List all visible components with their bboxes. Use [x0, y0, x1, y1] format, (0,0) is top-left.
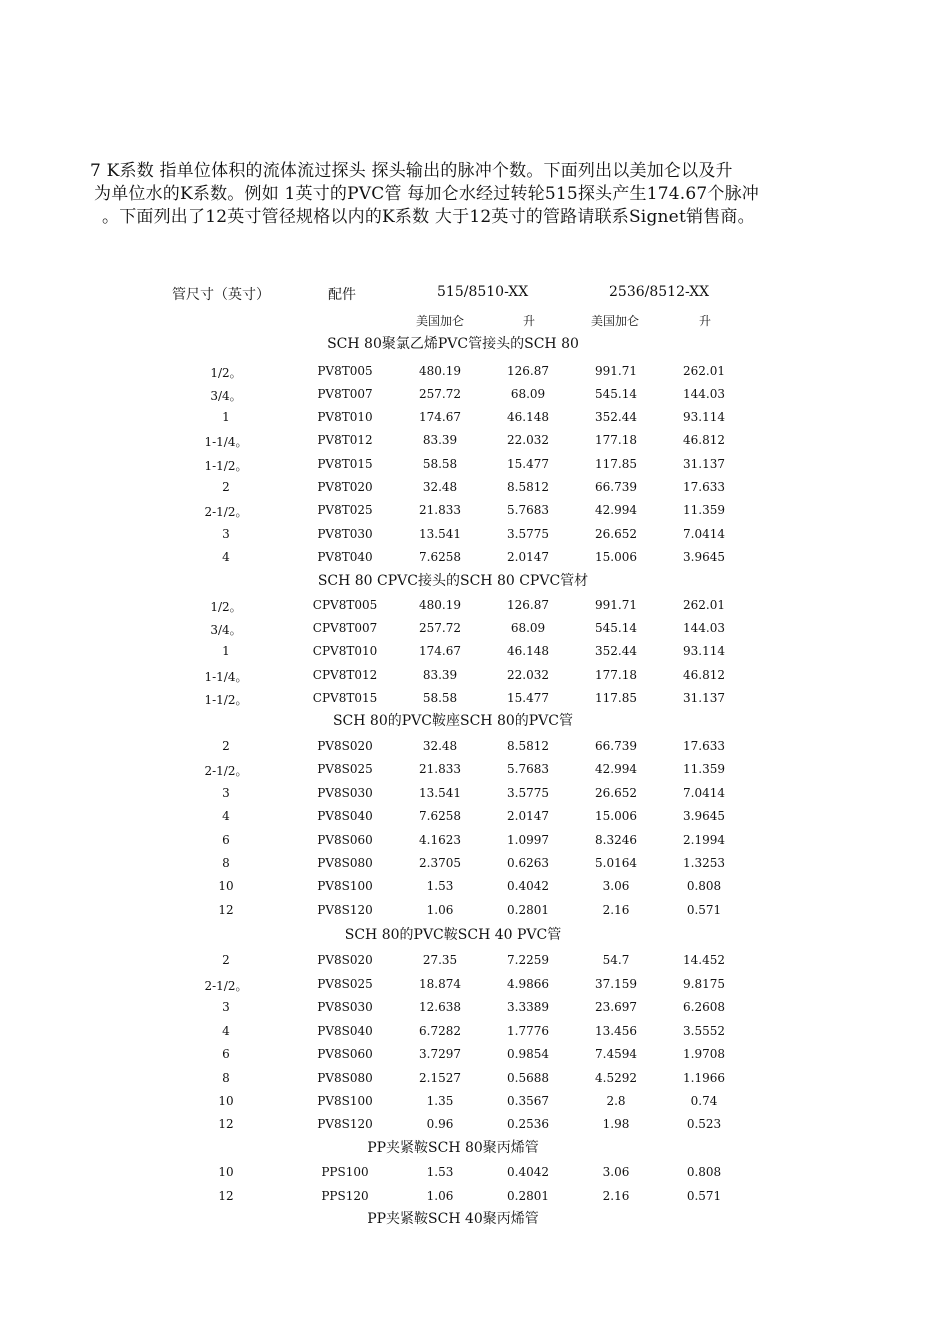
cell-pipe-size: 1-1/4。 [204, 670, 248, 684]
cell-fitting: PV8S040 [317, 1024, 373, 1038]
cell-515-gallon: 83.39 [422, 668, 458, 682]
cell-2536-gallon: 13.456 [595, 1024, 637, 1038]
cell-2536-liter: 1.3253 [683, 856, 725, 870]
cell-pipe-size: 3/4。 [210, 389, 242, 403]
cell-2536-gallon: 177.18 [595, 668, 637, 682]
cell-2536-liter: 0.808 [686, 879, 722, 893]
section-title: SCH 80聚氯乙烯PVC管接头的SCH 80 [327, 336, 579, 352]
cell-2536-gallon: 2.16 [602, 903, 630, 917]
cell-2536-liter: 46.812 [683, 433, 725, 447]
cell-pipe-size: 2-1/2。 [204, 505, 248, 519]
table-row [0, 503, 950, 519]
table-row [0, 879, 950, 895]
cell-2536-liter: 7.0414 [683, 527, 725, 541]
cell-515-gallon: 21.833 [419, 503, 461, 517]
table-row [0, 644, 950, 660]
cell-fitting: CPV8T010 [312, 644, 378, 658]
cell-515-liter: 126.87 [507, 598, 549, 612]
cell-fitting: PV8T010 [317, 410, 373, 424]
cell-pipe-size: 1 [222, 410, 230, 424]
table-row [0, 1117, 950, 1133]
cell-fitting: PV8S060 [317, 833, 373, 847]
cell-2536-liter: 144.03 [683, 621, 725, 635]
table-row [0, 953, 950, 969]
cell-fitting: PV8S020 [317, 953, 373, 967]
unit-liter-515: 升 [523, 314, 536, 328]
table-row [0, 833, 950, 849]
cell-515-liter: 5.7683 [507, 762, 549, 776]
cell-2536-gallon: 2.8 [606, 1094, 626, 1108]
table-row [0, 1165, 950, 1181]
cell-pipe-size: 1-1/4。 [204, 435, 248, 449]
cell-fitting: PV8S025 [317, 977, 373, 991]
cell-515-liter: 8.5812 [507, 480, 549, 494]
table-row [0, 527, 950, 543]
cell-2536-gallon: 15.006 [595, 550, 637, 564]
cell-515-liter: 8.5812 [507, 739, 549, 753]
cell-pipe-size: 1/2。 [210, 366, 242, 380]
cell-515-liter: 0.4042 [507, 879, 549, 893]
cell-515-gallon: 83.39 [422, 433, 458, 447]
cell-2536-liter: 31.137 [683, 691, 725, 705]
cell-515-liter: 2.0147 [507, 809, 549, 823]
cell-515-liter: 0.9854 [507, 1047, 549, 1061]
cell-2536-gallon: 117.85 [595, 691, 637, 705]
cell-515-gallon: 4.1623 [419, 833, 461, 847]
section-title: PP夹紧鞍SCH 40聚丙烯管 [367, 1211, 539, 1227]
cell-pipe-size: 4 [222, 1024, 230, 1038]
cell-fitting: PV8S120 [317, 903, 373, 917]
cell-515-gallon: 32.48 [422, 739, 458, 753]
cell-fitting: PV8S060 [317, 1047, 373, 1061]
cell-515-liter: 5.7683 [507, 503, 549, 517]
cell-2536-liter: 11.359 [683, 762, 725, 776]
cell-2536-gallon: 4.5292 [595, 1071, 637, 1085]
cell-2536-gallon: 352.44 [595, 410, 637, 424]
cell-515-liter: 0.3567 [507, 1094, 549, 1108]
cell-2536-gallon: 352.44 [595, 644, 637, 658]
cell-pipe-size: 8 [222, 1071, 230, 1085]
cell-2536-liter: 2.1994 [683, 833, 725, 847]
cell-2536-liter: 93.114 [683, 644, 725, 658]
cell-515-liter: 46.148 [507, 644, 549, 658]
cell-2536-gallon: 26.652 [595, 527, 637, 541]
table-row [0, 856, 950, 872]
cell-pipe-size: 3 [222, 1000, 230, 1014]
cell-pipe-size: 10 [218, 879, 234, 893]
cell-pipe-size: 4 [222, 809, 230, 823]
cell-2536-liter: 0.74 [690, 1094, 718, 1108]
table-row [0, 1189, 950, 1205]
cell-2536-liter: 1.9708 [683, 1047, 725, 1061]
cell-515-liter: 0.2801 [507, 1189, 549, 1203]
cell-pipe-size: 1-1/2。 [204, 459, 248, 473]
cell-515-liter: 15.477 [507, 457, 549, 471]
cell-515-liter: 15.477 [507, 691, 549, 705]
cell-515-liter: 2.0147 [507, 550, 549, 564]
cell-2536-gallon: 3.06 [602, 1165, 630, 1179]
cell-pipe-size: 3/4。 [210, 623, 242, 637]
cell-2536-gallon: 545.14 [595, 621, 637, 635]
header-model-2536: 2536/8512-XX [609, 284, 710, 300]
cell-515-gallon: 7.6258 [419, 550, 461, 564]
cell-fitting: CPV8T005 [312, 598, 378, 612]
cell-pipe-size: 6 [222, 1047, 230, 1061]
cell-515-liter: 3.3389 [507, 1000, 549, 1014]
table-row [0, 762, 950, 778]
cell-2536-gallon: 42.994 [595, 762, 637, 776]
intro-line: 为单位水的K系数。例如 1英寸的PVC管 每加仑水经过转轮515探头产生174.67个脉冲 [94, 184, 759, 204]
cell-515-gallon: 480.19 [419, 364, 461, 378]
table-row [0, 786, 950, 802]
unit-us-gallon-2536: 美国加仑 [591, 314, 640, 328]
cell-pipe-size: 6 [222, 833, 230, 847]
cell-fitting: PV8S080 [317, 856, 373, 870]
cell-2536-gallon: 8.3246 [595, 833, 637, 847]
cell-fitting: PV8T012 [317, 433, 373, 447]
cell-515-gallon: 32.48 [422, 480, 458, 494]
header-fitting: 配件 [328, 287, 356, 303]
cell-515-gallon: 174.67 [419, 410, 461, 424]
cell-515-liter: 126.87 [507, 364, 549, 378]
cell-515-gallon: 0.96 [426, 1117, 454, 1131]
cell-515-liter: 4.9866 [507, 977, 549, 991]
cell-2536-liter: 0.571 [686, 903, 722, 917]
cell-fitting: PV8S120 [317, 1117, 373, 1131]
table-row [0, 668, 950, 684]
cell-515-liter: 68.09 [510, 387, 546, 401]
cell-pipe-size: 10 [218, 1165, 234, 1179]
cell-515-gallon: 58.58 [422, 457, 458, 471]
cell-515-gallon: 1.35 [426, 1094, 454, 1108]
cell-fitting: PV8T007 [317, 387, 373, 401]
cell-2536-liter: 3.9645 [683, 550, 725, 564]
cell-fitting: PV8T040 [317, 550, 373, 564]
cell-fitting: CPV8T012 [312, 668, 378, 682]
cell-pipe-size: 2 [222, 480, 230, 494]
table-row [0, 691, 950, 707]
header-model-515: 515/8510-XX [437, 284, 529, 300]
cell-515-gallon: 18.874 [419, 977, 461, 991]
cell-fitting: CPV8T015 [312, 691, 378, 705]
cell-515-liter: 46.148 [507, 410, 549, 424]
cell-2536-gallon: 37.159 [595, 977, 637, 991]
cell-2536-liter: 46.812 [683, 668, 725, 682]
cell-pipe-size: 2 [222, 953, 230, 967]
cell-515-liter: 0.4042 [507, 1165, 549, 1179]
cell-515-gallon: 7.6258 [419, 809, 461, 823]
cell-fitting: PV8S020 [317, 739, 373, 753]
cell-515-gallon: 27.35 [422, 953, 458, 967]
cell-pipe-size: 1 [222, 644, 230, 658]
cell-2536-gallon: 7.4594 [595, 1047, 637, 1061]
cell-515-gallon: 1.53 [426, 879, 454, 893]
cell-515-gallon: 257.72 [419, 621, 461, 635]
cell-515-gallon: 257.72 [419, 387, 461, 401]
cell-pipe-size: 3 [222, 786, 230, 800]
cell-515-liter: 68.09 [510, 621, 546, 635]
cell-515-gallon: 6.7282 [419, 1024, 461, 1038]
cell-pipe-size: 2 [222, 739, 230, 753]
table-row [0, 550, 950, 566]
cell-515-liter: 1.7776 [507, 1024, 549, 1038]
cell-2536-liter: 0.523 [686, 1117, 722, 1131]
cell-2536-liter: 0.808 [686, 1165, 722, 1179]
cell-2536-gallon: 54.7 [602, 953, 630, 967]
table-row [0, 1094, 950, 1110]
cell-2536-liter: 6.2608 [683, 1000, 725, 1014]
table-row [0, 977, 950, 993]
table-row [0, 1024, 950, 1040]
cell-515-liter: 0.2801 [507, 903, 549, 917]
cell-pipe-size: 10 [218, 1094, 234, 1108]
cell-2536-liter: 17.633 [683, 739, 725, 753]
cell-515-gallon: 3.7297 [419, 1047, 461, 1061]
cell-fitting: PV8S030 [317, 786, 373, 800]
cell-2536-gallon: 66.739 [595, 480, 637, 494]
cell-2536-liter: 7.0414 [683, 786, 725, 800]
cell-515-gallon: 1.53 [426, 1165, 454, 1179]
intro-paragraph [90, 160, 860, 229]
table-row [0, 1071, 950, 1087]
table-row [0, 621, 950, 637]
cell-pipe-size: 12 [218, 903, 234, 917]
cell-fitting: PV8S030 [317, 1000, 373, 1014]
cell-515-gallon: 58.58 [422, 691, 458, 705]
cell-pipe-size: 12 [218, 1117, 234, 1131]
cell-515-liter: 7.2259 [507, 953, 549, 967]
cell-pipe-size: 2-1/2。 [204, 764, 248, 778]
intro-line: 。下面列出了12英寸管径规格以内的K系数 大于12英寸的管路请联系Signet销售商。 [102, 207, 755, 227]
cell-fitting: PV8S080 [317, 1071, 373, 1085]
cell-pipe-size: 3 [222, 527, 230, 541]
cell-fitting: CPV8T007 [312, 621, 378, 635]
cell-fitting: PV8T020 [317, 480, 373, 494]
cell-2536-liter: 262.01 [683, 364, 725, 378]
intro-line: 7 K系数 指单位体积的流体流过探头 探头输出的脉冲个数。下面列出以美加仑以及升 [90, 161, 733, 181]
cell-515-gallon: 13.541 [419, 527, 461, 541]
table-row [0, 480, 950, 496]
cell-pipe-size: 1/2。 [210, 600, 242, 614]
table-row [0, 364, 950, 380]
table-row [0, 433, 950, 449]
cell-2536-liter: 144.03 [683, 387, 725, 401]
cell-2536-liter: 9.8175 [683, 977, 725, 991]
cell-2536-gallon: 66.739 [595, 739, 637, 753]
cell-2536-liter: 3.5552 [683, 1024, 725, 1038]
cell-2536-gallon: 177.18 [595, 433, 637, 447]
cell-pipe-size: 12 [218, 1189, 234, 1203]
cell-fitting: PV8S100 [317, 1094, 373, 1108]
cell-515-liter: 22.032 [507, 433, 549, 447]
cell-2536-gallon: 991.71 [595, 598, 637, 612]
cell-515-gallon: 21.833 [419, 762, 461, 776]
cell-2536-gallon: 545.14 [595, 387, 637, 401]
cell-pipe-size: 2-1/2。 [204, 979, 248, 993]
cell-fitting: PV8S025 [317, 762, 373, 776]
cell-515-gallon: 480.19 [419, 598, 461, 612]
cell-2536-gallon: 1.98 [602, 1117, 630, 1131]
table-row [0, 387, 950, 403]
header-pipe-size: 管尺寸（英寸） [172, 287, 270, 303]
cell-2536-gallon: 2.16 [602, 1189, 630, 1203]
cell-fitting: PV8T015 [317, 457, 373, 471]
cell-515-liter: 22.032 [507, 668, 549, 682]
cell-515-gallon: 174.67 [419, 644, 461, 658]
cell-fitting: PPS120 [321, 1189, 369, 1203]
cell-2536-liter: 0.571 [686, 1189, 722, 1203]
cell-pipe-size: 4 [222, 550, 230, 564]
cell-2536-gallon: 23.697 [595, 1000, 637, 1014]
cell-2536-liter: 1.1966 [683, 1071, 725, 1085]
cell-2536-gallon: 26.652 [595, 786, 637, 800]
cell-2536-gallon: 5.0164 [595, 856, 637, 870]
table-row [0, 1000, 950, 1016]
cell-2536-liter: 14.452 [683, 953, 725, 967]
cell-2536-liter: 3.9645 [683, 809, 725, 823]
cell-515-gallon: 2.1527 [419, 1071, 461, 1085]
cell-2536-liter: 11.359 [683, 503, 725, 517]
cell-515-liter: 0.5688 [507, 1071, 549, 1085]
cell-2536-gallon: 991.71 [595, 364, 637, 378]
table-row [0, 903, 950, 919]
cell-515-gallon: 13.541 [419, 786, 461, 800]
table-row [0, 598, 950, 614]
cell-515-gallon: 2.3705 [419, 856, 461, 870]
section-title: SCH 80的PVC鞍座SCH 80的PVC管 [332, 713, 574, 729]
table-row [0, 457, 950, 473]
cell-515-liter: 0.6263 [507, 856, 549, 870]
cell-fitting: PPS100 [321, 1165, 369, 1179]
cell-fitting: PV8S100 [317, 879, 373, 893]
cell-515-liter: 1.0997 [507, 833, 549, 847]
section-title: SCH 80的PVC鞍SCH 40 PVC管 [344, 927, 562, 943]
cell-2536-gallon: 117.85 [595, 457, 637, 471]
cell-515-liter: 3.5775 [507, 786, 549, 800]
cell-515-gallon: 1.06 [426, 1189, 454, 1203]
cell-2536-liter: 93.114 [683, 410, 725, 424]
cell-2536-gallon: 3.06 [602, 879, 630, 893]
cell-515-liter: 0.2536 [507, 1117, 549, 1131]
cell-fitting: PV8T025 [317, 503, 373, 517]
section-title: SCH 80 CPVC接头的SCH 80 CPVC管材 [317, 573, 589, 589]
cell-2536-gallon: 15.006 [595, 809, 637, 823]
table-row [0, 1047, 950, 1063]
unit-liter-2536: 升 [699, 314, 712, 328]
cell-2536-liter: 262.01 [683, 598, 725, 612]
table-row [0, 739, 950, 755]
cell-2536-liter: 31.137 [683, 457, 725, 471]
cell-515-gallon: 1.06 [426, 903, 454, 917]
table-row [0, 809, 950, 825]
cell-515-gallon: 12.638 [419, 1000, 461, 1014]
table-row [0, 410, 950, 426]
cell-fitting: PV8T005 [317, 364, 373, 378]
cell-pipe-size: 8 [222, 856, 230, 870]
cell-fitting: PV8S040 [317, 809, 373, 823]
cell-pipe-size: 1-1/2。 [204, 693, 248, 707]
section-title: PP夹紧鞍SCH 80聚丙烯管 [367, 1140, 539, 1156]
cell-fitting: PV8T030 [317, 527, 373, 541]
cell-2536-gallon: 42.994 [595, 503, 637, 517]
cell-515-liter: 3.5775 [507, 527, 549, 541]
unit-us-gallon-515: 美国加仑 [416, 314, 465, 328]
cell-2536-liter: 17.633 [683, 480, 725, 494]
